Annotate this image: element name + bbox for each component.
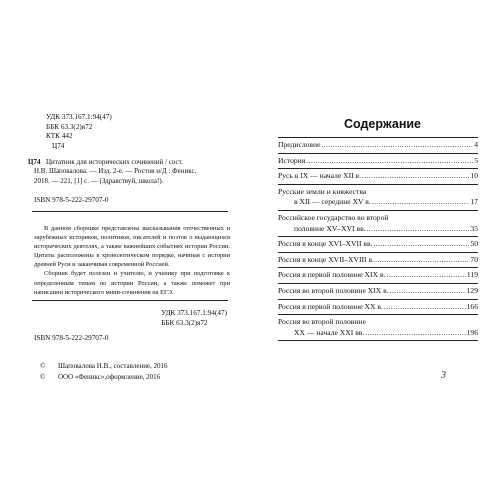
toc-entry-title: половине XV–XVI вв. [294,223,366,233]
isbn: ISBN 978-5-222-29707-0 [34,196,109,204]
toc-entry-page: 10 [470,171,478,181]
toc-leader-dots [375,255,469,266]
toc-line [278,255,478,266]
toc-leader-dots [390,286,466,297]
toc-line [278,156,478,167]
toc-entry-title: История [278,155,306,165]
udk-code: УДК 373.167.1:94(47) [46,113,112,121]
toc-leader-dots [384,302,466,313]
toc-leader-dots [386,270,465,281]
toc-entry-title: Россия во второй половине [278,317,366,327]
toc-leader-dots [362,171,469,182]
toc-entry-page: 70 [470,254,478,264]
toc-leader-dots [372,197,470,208]
table-of-contents [278,137,478,341]
toc-entry [278,299,478,315]
toc-entry-page: 196 [466,327,478,337]
toc-entry-title: Россия во второй половине XIX в. [278,285,389,295]
toc-entry-page: 129 [466,285,478,295]
toc-line [278,224,478,235]
copyright-text-1: Шаповалова Н.В., составление, 2016 [58,362,168,370]
toc-entry [278,210,478,236]
toc-entry [278,314,478,341]
bib-line-1: Цитатник для исторических сочинений / сост. [46,158,183,166]
toc-leader-dots [321,140,473,151]
copyright-text-2: ООО «Феникс»,оформление, 2016 [58,373,161,381]
toc-entry-page: 35 [470,223,478,233]
ktk-code: КТК 442 [46,132,73,141]
toc-line [278,213,478,224]
toc-entry-page: 5 [474,155,478,165]
toc-leader-dots [373,239,469,250]
toc-entry-title: Русь в IX — начале XII в. [278,171,362,181]
toc-entry-page: 4 [474,140,478,149]
annotation-paragraph-1: В данном сборнике представлены высказывания отечественных и зарубежных историков, политиков, писателей и поэтов о выдающихся исторических деятелях, а также важнейших событиях истории России. Цитаты расположены в хронологическом порядке, начиная с истории древней Руси и заканчивая современной Россией. [34,225,230,269]
bibliographic-record [28,158,250,186]
copyright-line-2 [40,373,160,381]
toc-line [278,286,478,297]
classification-codes [46,113,112,151]
toc-line [278,270,478,281]
toc-line [278,317,478,328]
toc-line [278,302,478,313]
isbn-bottom: ISBN 978-5-222-29707-0 [34,334,109,342]
toc-entry [278,252,478,268]
right-page [258,0,500,500]
bib-code: Ц74 [28,158,41,166]
author-mark: Ц74 [52,141,65,150]
toc-leader-dots [306,156,473,167]
toc-line [278,171,478,182]
toc-leader-dots [367,224,470,235]
copyright-line-1 [40,362,168,370]
bib-line-2: Н.В. Шаповалова. — Изд. 2-е. — Ростов н/Д : Феникс, [34,167,197,176]
toc-entry-title: Россия в конце XVII–XVIII в. [278,254,374,264]
toc-entry-title: Российское государство во второй [278,212,389,222]
toc-entry [278,153,478,169]
toc-entry-title: в XII — середине XV в. [294,197,371,207]
toc-line [278,187,478,198]
toc-entry-page: 50 [470,239,478,249]
toc-entry [278,236,478,252]
divider-top [32,211,228,212]
udk-code-bottom: УДК 373.167.1:94(47) [161,309,227,317]
divider-bottom [32,300,228,301]
toc-entry [278,137,478,153]
toc-entry-title: Россия в конце XVI–XVII вв. [278,239,373,249]
toc-entry-page: 119 [466,270,478,280]
toc-entry-title: Предисловие [278,140,321,149]
bbk-code-bottom: ББК 63.3(2)я72 [161,319,208,327]
toc-entry-title: Россия в первой половине XIX в. [278,270,386,280]
annotation-paragraph-2: Сборник будет полезен и учителю, и ученику при подготовке к определенным темам по истории России, а также поможет при написании исторического мини-сочинения на ЕГЭ. [34,270,230,296]
bbk-code: ББК 63.3(2)я72 [46,122,93,131]
toc-entry [278,168,478,184]
toc-leader-dots [365,328,465,339]
toc-line [278,197,478,208]
toc-entry-page: 166 [466,301,478,311]
copyright-icon: © [40,362,46,370]
toc-line [278,328,478,339]
toc-entry [278,267,478,283]
page-number: 3 [441,370,446,381]
classification-codes-bottom [161,308,227,328]
bib-line-3: 2018. — 221, [1] с. — (Здравствуй, школа!). [34,176,164,185]
toc-entry-page: 17 [470,197,478,207]
toc-entry-title: Русские земли и княжества [278,186,367,196]
toc-entry-title: XX — начале XXI вв. [294,327,365,337]
toc-line [278,140,478,151]
toc-entry-title: Россия в первой половине XX в. [278,301,383,311]
toc-title: Содержание [344,117,422,131]
copyright-icon: © [40,373,46,381]
toc-entry [278,283,478,299]
toc-line [278,239,478,250]
annotation [34,224,230,297]
toc-entry [278,184,478,210]
